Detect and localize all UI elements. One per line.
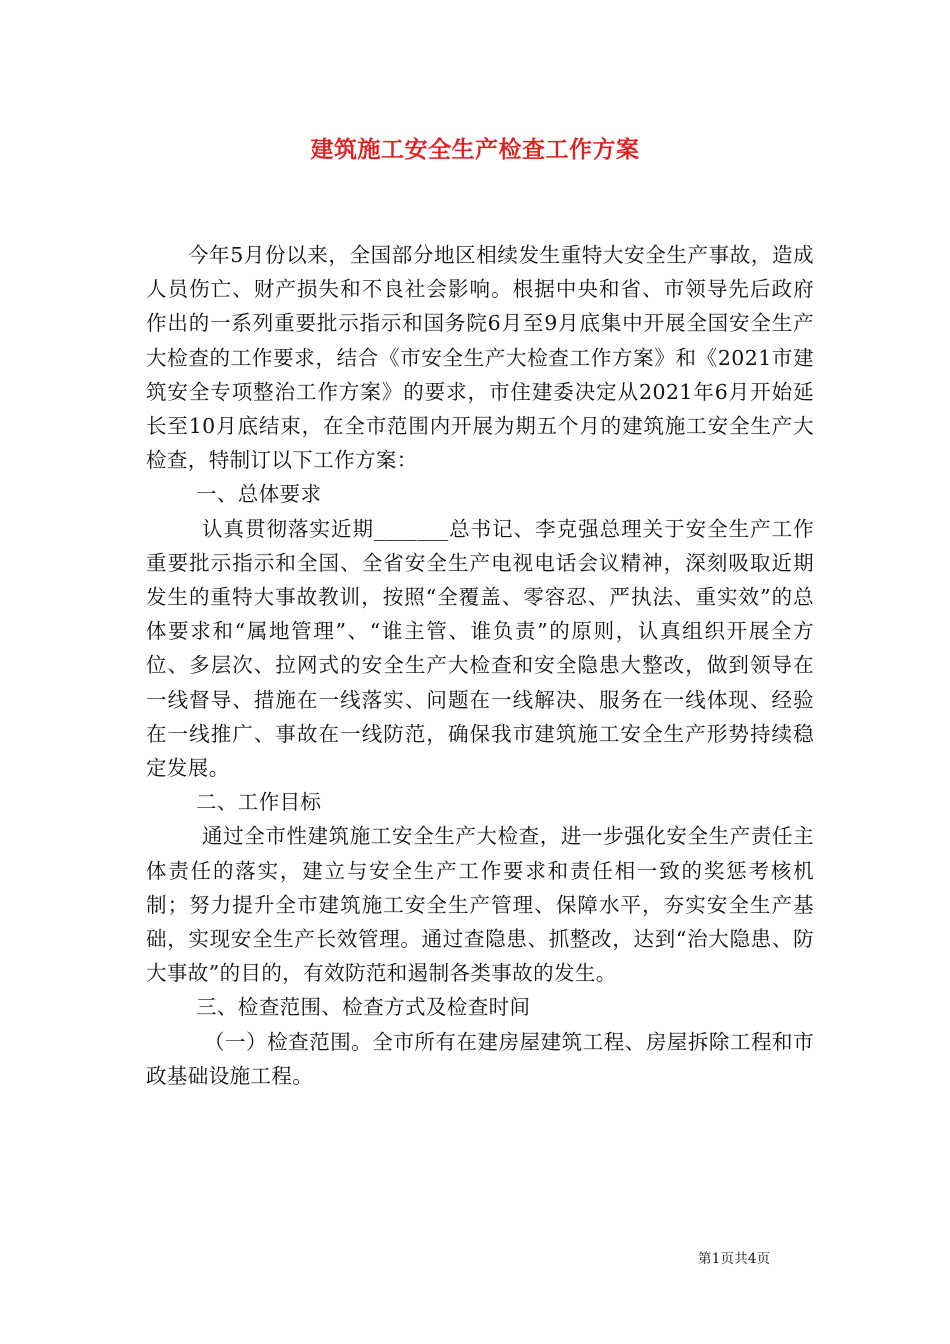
- document-title: 建筑施工安全生产检查工作方案: [310, 136, 640, 163]
- section-heading-work-goals: 二、工作目标: [196, 790, 322, 815]
- inspection-scope-paragraph: （一）检查范围。全市所有在建房屋建筑工程、房屋拆除工程和市政基础设施工程。: [146, 1029, 814, 1088]
- document-body: [146, 238, 814, 1093]
- page-number-footer: 第1页共4页: [698, 1251, 771, 1267]
- general-requirements-paragraph: 认真贯彻落实近期_______总书记、李克强总理关于安全生产工作重要批示指示和全国、全省安全生产电视电话会议精神，深刻吸取近期发生的重特大事故教训，按照“全覆盖、零容忍、严执法、重实效”的总体要求和“属地管理”、“谁主管、谁负责”的原则，认真组织开展全方位、多层次、拉网式的安全生产大检查和安全隐患大整改，做到领导在一线督导、措施在一线落实、问题在一线解决、服务在一线体现、经验在一线推广、事故在一线防范，确保我市建筑施工安全生产形势持续稳定发展。: [146, 516, 814, 781]
- section-heading-general-requirements: 一、总体要求: [196, 482, 322, 507]
- section-heading-inspection-scope: 三、检查范围、检查方式及检查时间: [196, 995, 531, 1020]
- intro-paragraph: 今年5月份以来，全国部分地区相续发生重特大安全生产事故，造成人员伤亡、财产损失和不良社会影响。根据中央和省、市领导先后政府作出的一系列重要批示指示和国务院6月至9月底集中开展全国安全生产大检查的工作要求，结合《市安全生产大检查工作方案》和《2021市建筑安全专项整治工作方案》的要求，市住建委决定从2021年6月开始延长至10月底结束，在全市范围内开展为期五个月的建筑施工安全生产大检查，特制订以下工作方案：: [146, 243, 814, 473]
- work-goals-paragraph: 通过全市性建筑施工安全生产大检查，进一步强化安全生产责任主体责任的落实，建立与安全生产工作要求和责任相一致的奖惩考核机制；努力提升全市建筑施工安全生产管理、保障水平，夯实安全生产基础，实现安全生产长效管理。通过查隐患、抓整改，达到“治大隐患、防大事故”的目的，有效防范和遏制各类事故的发生。: [146, 824, 814, 986]
